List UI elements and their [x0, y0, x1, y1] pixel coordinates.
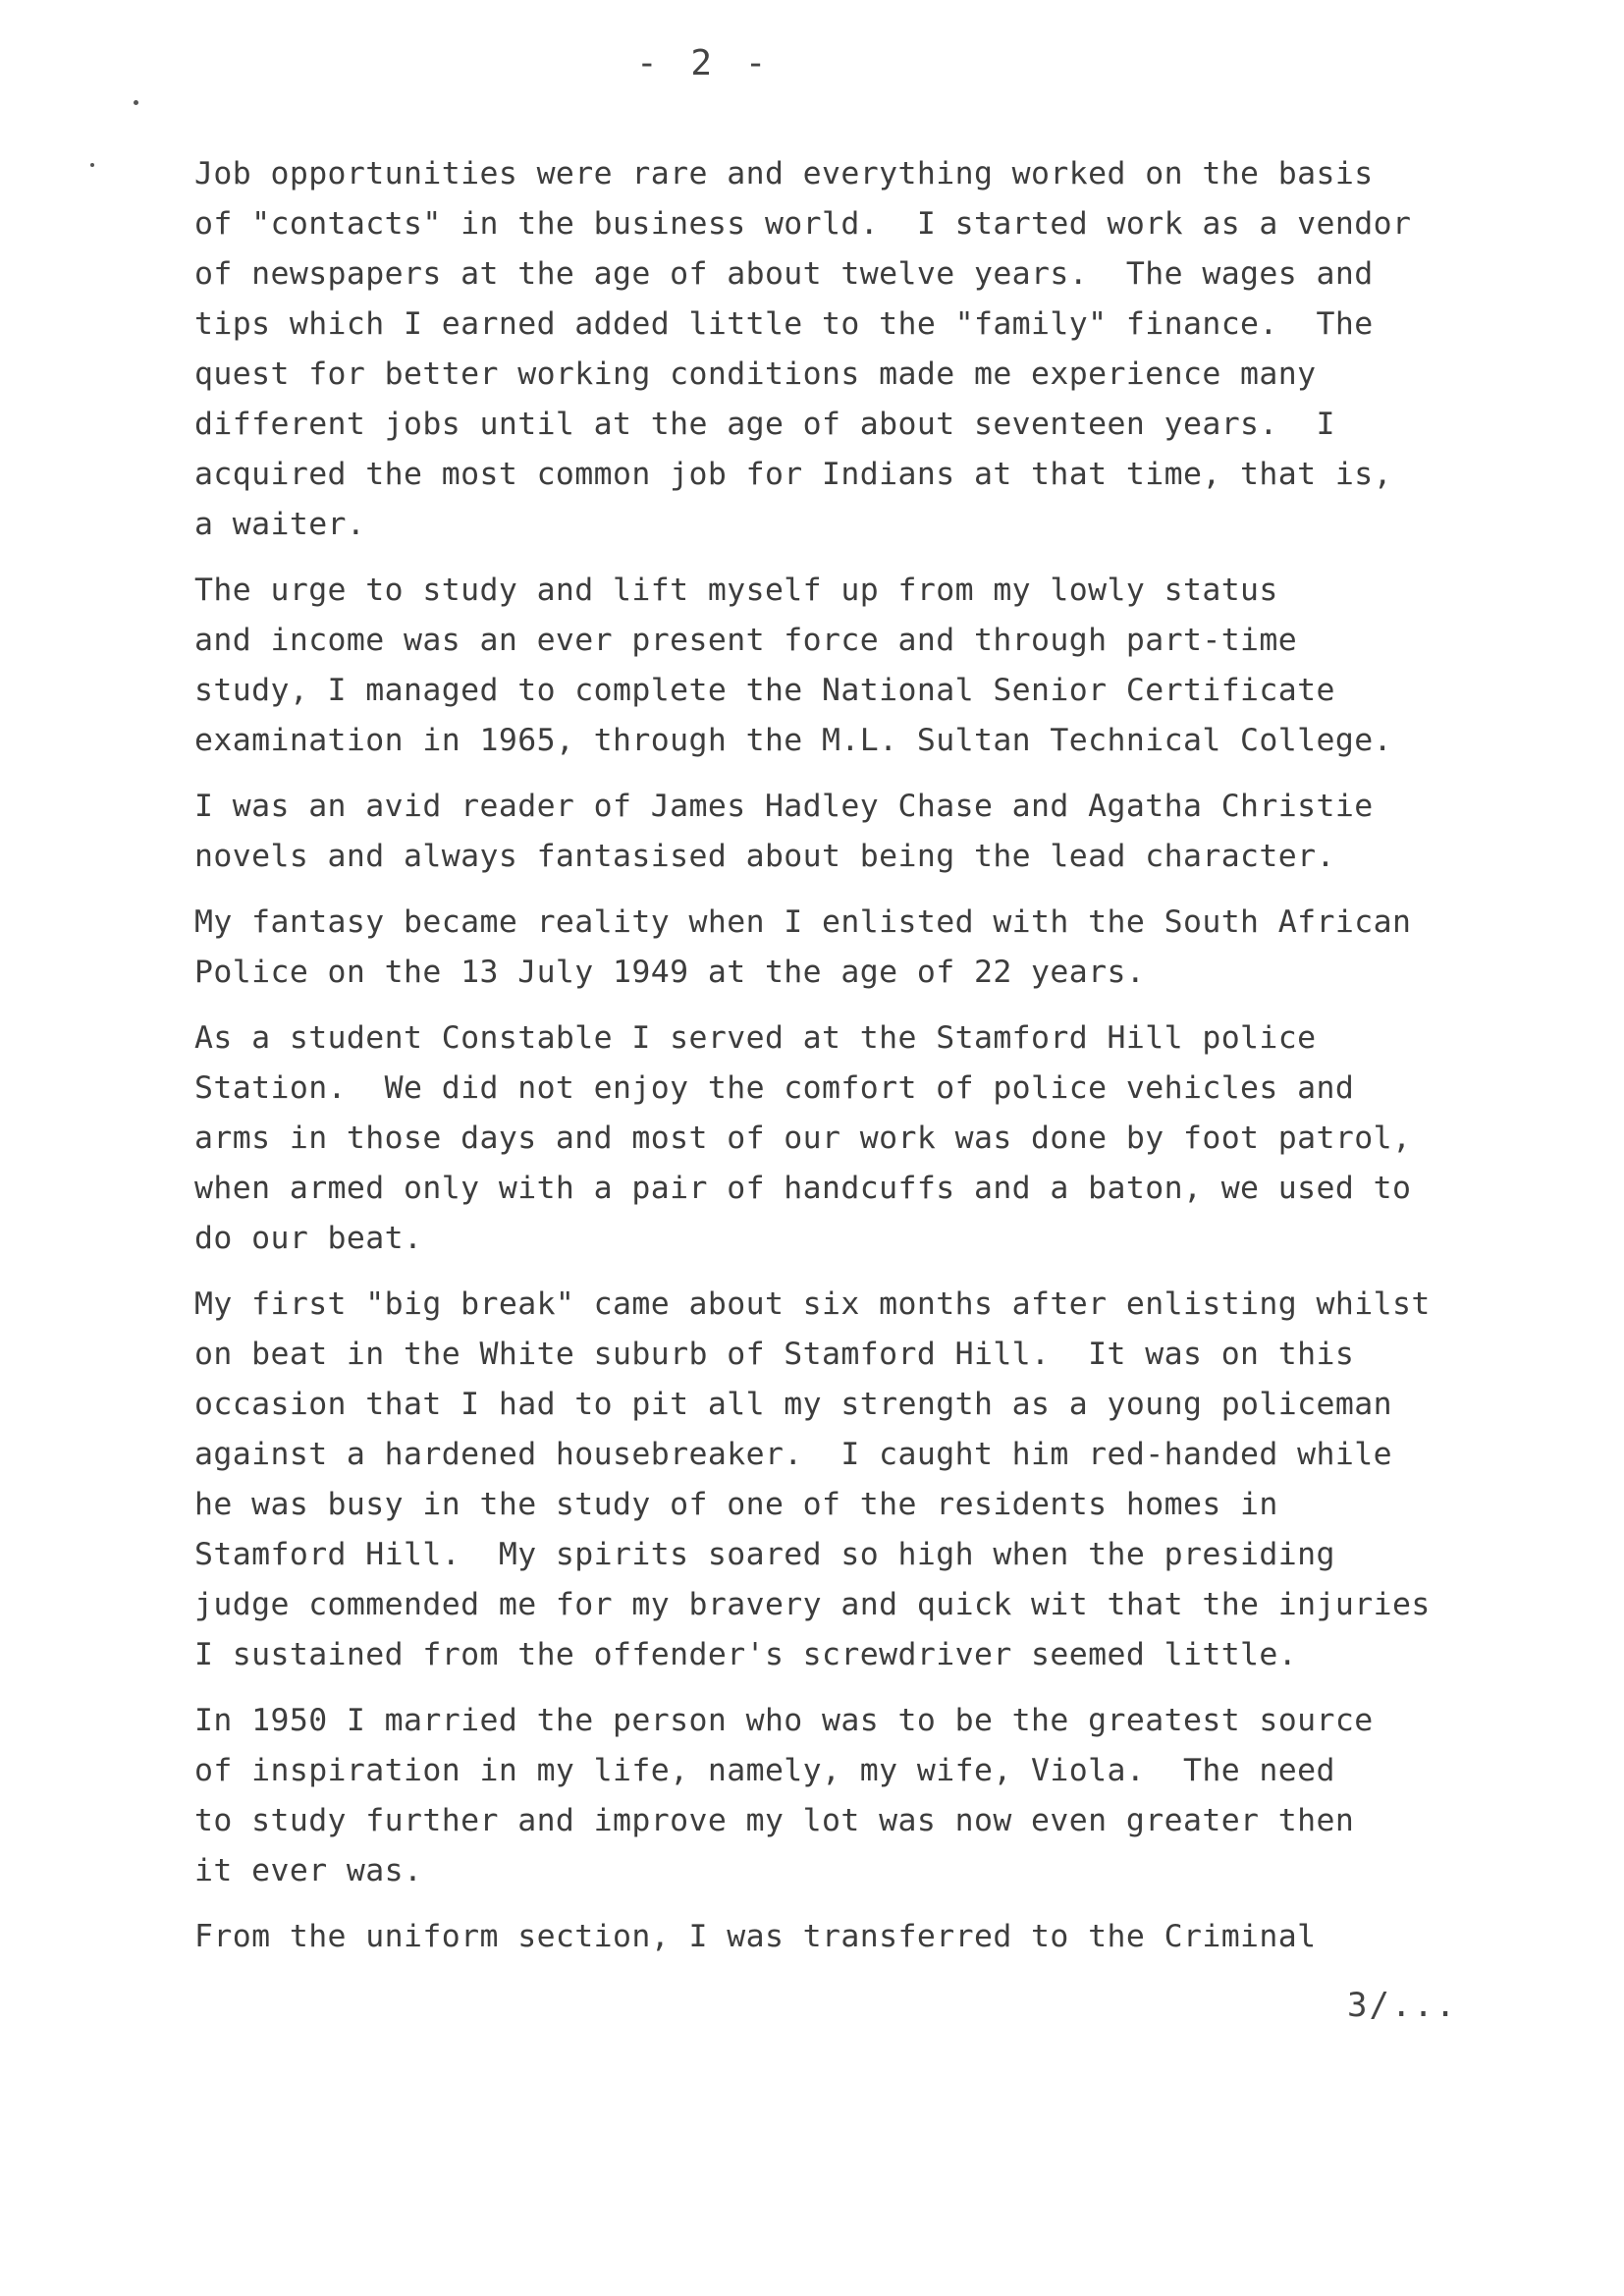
continuation-marker: 3/... [1347, 1986, 1458, 2025]
text-line: study, I managed to complete the National Senior Certificate [194, 673, 1335, 708]
page-number: - 2 - [636, 43, 773, 83]
paragraph-study [194, 566, 1549, 766]
paragraph-student-constable [194, 1013, 1549, 1264]
text-line: Police on the 13 July 1949 at the age of 22 years. [194, 955, 1146, 990]
ink-speck [90, 163, 94, 167]
text-line: My first "big break" came about six months after enlisting whilst [194, 1286, 1431, 1322]
paragraph-marriage [194, 1696, 1549, 1896]
text-line: occasion that I had to pit all my strength as a young policeman [194, 1387, 1392, 1422]
text-line: he was busy in the study of one of the residents homes in [194, 1487, 1278, 1522]
text-line: different jobs until at the age of about seventeen years. I [194, 407, 1335, 442]
text-line: Job opportunities were rare and everything worked on the basis [194, 156, 1374, 191]
text-line: arms in those days and most of our work was done by foot patrol, [194, 1121, 1412, 1156]
text-line: In 1950 I married the person who was to be the greatest source [194, 1703, 1374, 1738]
text-line: From the uniform section, I was transferred to the Criminal [194, 1919, 1317, 1954]
text-line: quest for better working conditions made me experience many [194, 356, 1317, 392]
paragraph-transfer [194, 1912, 1549, 1962]
text-line: to study further and improve my lot was now even greater then [194, 1803, 1355, 1838]
text-line: and income was an ever present force and through part-time [194, 623, 1298, 658]
text-line: Station. We did not enjoy the comfort of police vehicles and [194, 1070, 1355, 1106]
text-line: on beat in the White suburb of Stamford Hill. It was on this [194, 1337, 1355, 1372]
text-line: Stamford Hill. My spirits soared so high when the presiding [194, 1537, 1335, 1572]
text-line: judge commended me for my bravery and quick wit that the injuries [194, 1587, 1431, 1622]
text-line: do our beat. [194, 1221, 423, 1256]
text-line: of newspapers at the age of about twelve years. The wages and [194, 256, 1374, 292]
text-line: examination in 1965, through the M.L. Sultan Technical College. [194, 723, 1392, 758]
paragraph-early-jobs [194, 149, 1549, 550]
text-line: against a hardened housebreaker. I caught him red-handed while [194, 1437, 1392, 1472]
text-line: novels and always fantasised about being the lead character. [194, 839, 1335, 874]
text-line: when armed only with a pair of handcuffs and a baton, we used to [194, 1171, 1412, 1206]
text-line: As a student Constable I served at the Stamford Hill police [194, 1020, 1317, 1056]
paragraph-big-break [194, 1280, 1549, 1680]
typed-body-text [194, 149, 1549, 1978]
text-line: of inspiration in my life, namely, my wife, Viola. The need [194, 1753, 1335, 1788]
text-line: I was an avid reader of James Hadley Chase and Agatha Christie [194, 789, 1374, 824]
text-line: tips which I earned added little to the "family" finance. The [194, 306, 1374, 342]
text-line: The urge to study and lift myself up from my lowly status [194, 573, 1278, 608]
paragraph-enlisted [194, 898, 1549, 998]
ink-speck [134, 100, 138, 105]
text-line: I sustained from the offender's screwdriver seemed little. [194, 1637, 1298, 1672]
paragraph-reading [194, 782, 1549, 882]
text-line: it ever was. [194, 1853, 423, 1888]
text-line: acquired the most common job for Indians at that time, that is, [194, 457, 1392, 492]
text-line: My fantasy became reality when I enlisted with the South African [194, 904, 1412, 940]
text-line: of "contacts" in the business world. I started work as a vendor [194, 206, 1412, 242]
text-line: a waiter. [194, 507, 366, 542]
